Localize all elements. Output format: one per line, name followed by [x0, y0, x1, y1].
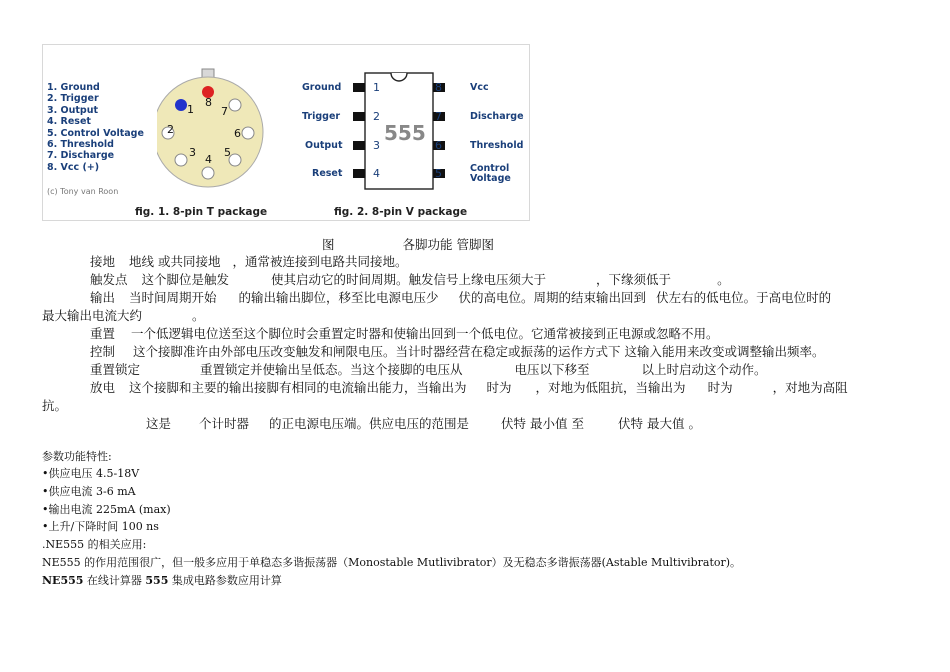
v-label-output: Output [305, 140, 343, 151]
v-label-ground: Ground [302, 82, 342, 93]
param-item: •输出电流 225mA (max) [42, 503, 171, 516]
pin-desc-output: 输出 当时间周期开始 的输出输出脚位，移至比电源电压少 伏的高电位。周期的结束输出回到 伏左右的低电位。于高电位时的 [90, 290, 832, 305]
pin-desc-control: 控制 这个接脚准许由外部电压改变触发和闸限电压。当计时器经营在稳定或振荡的运作方式下 这输入能用来改变或调整输出频率。 [90, 344, 825, 359]
v-label-vcc: Vcc [470, 82, 489, 93]
v-label-control: Control [470, 163, 510, 174]
calc-link-ne555[interactable]: NE555 [42, 574, 84, 587]
v-pin-number: 3 [373, 139, 380, 152]
param-item: •上升/下降时间 100 ns [42, 520, 159, 533]
param-item: •供应电压 4.5-18V [42, 467, 140, 480]
pin-1-dot [175, 99, 187, 111]
t-package-drawing [157, 63, 297, 203]
figure-caption [322, 237, 494, 253]
pin-desc-vcc: 这是 个计时器 的正电源电压端。供应电压的范围是 伏特 最小值 至 伏特 最大值 。 [146, 416, 701, 431]
apps-calculator-line: NE555 在线计算器 555 集成电路参数应用计算 [42, 574, 282, 587]
pin-desc-reset: 重置 一个低逻辑电位送至这个脚位时会重置定时器和使输出回到一个低电位。它通常被接到正电源或忽略不用。 [90, 326, 719, 341]
pin-list-item: 5. Control Voltage [47, 127, 144, 139]
t-pin-number: 4 [205, 153, 212, 166]
v-label-reset: Reset [312, 168, 343, 179]
v-pin-number: 7 [435, 110, 442, 123]
pin-list-item: 2. Trigger [47, 93, 99, 105]
pin-desc-discharge: 放电 这个接脚和主要的输出接脚有相同的电流输出能力，当输出为 时为 ，对地为低阻抗，当输出为 时为 ，对地为高阻 [90, 380, 848, 395]
t-pin-number: 5 [224, 146, 231, 159]
v-pin-number: 2 [373, 110, 380, 123]
pin-list-item: 8. Vcc (+) [47, 161, 100, 173]
v-pin-number: 1 [373, 81, 380, 94]
t-pin-number: 6 [234, 127, 241, 140]
v-pin-number: 5 [435, 167, 442, 180]
v-pin-number: 4 [373, 167, 380, 180]
fig1-caption: fig. 1. 8-pin T package [135, 206, 268, 218]
params-title: 参数功能特性: [42, 450, 112, 463]
chip-label: 555 [384, 121, 426, 145]
apps-title: .NE555 的相关应用: [42, 538, 147, 551]
t-pin-number: 2 [167, 123, 174, 136]
t-pin-number: 7 [221, 105, 228, 118]
pin-list-item: 4. Reset [47, 116, 91, 128]
apps-description: NE555 的作用范围很广，但一般多应用于单稳态多谐振荡器（Monostable Mutlivibrator）及无稳态多谐振荡器(Astable Multivibrator)。 [42, 556, 742, 569]
v-label-voltage: Voltage [470, 173, 511, 184]
pinout-figure [42, 44, 530, 221]
copyright-text: (c) Tony van Roon [47, 187, 119, 196]
pin-desc-trigger: 触发点 这个脚位是触发 使其启动它的时间周期。触发信号上缘电压须大于 ，下缘须低于 。 [90, 272, 730, 287]
pin-desc-output-cont: 最大输出电流大约 。 [42, 308, 205, 323]
t-pin-number: 1 [187, 103, 194, 116]
pin-list [47, 82, 144, 173]
calc-link-555[interactable]: 555 [145, 574, 169, 587]
pin-list-item: 3. Output [47, 104, 99, 116]
t-pin-number: 3 [189, 146, 196, 159]
pin-list-item: 6. Threshold [47, 139, 114, 151]
pin-desc-discharge-cont: 抗。 [42, 398, 68, 413]
pin-list-item: 1. Ground [47, 82, 100, 93]
v-pin-number: 6 [435, 139, 442, 152]
v-label-discharge: Discharge [470, 111, 524, 122]
v-pin-number: 8 [435, 81, 442, 94]
caption-part: 图 [322, 237, 335, 252]
pin-desc-ground: 接地 地线 或共同接地 ，通常被连接到电路共同接地。 [90, 254, 408, 269]
pin-desc-threshold: 重置锁定 重置锁定并使输出呈低态。当这个接脚的电压从 电压以下移至 以上时启动这个动作。 [90, 362, 767, 377]
param-item: •供应电流 3-6 mA [42, 485, 136, 498]
pin-list-item: 7. Discharge [47, 150, 115, 162]
fig2-caption: fig. 2. 8-pin V package [334, 206, 468, 218]
caption-part: 各脚功能 管脚图 [402, 237, 494, 252]
t-pin-number: 8 [205, 96, 212, 109]
v-label-threshold: Threshold [470, 140, 524, 151]
v-label-trigger: Trigger [302, 111, 341, 122]
